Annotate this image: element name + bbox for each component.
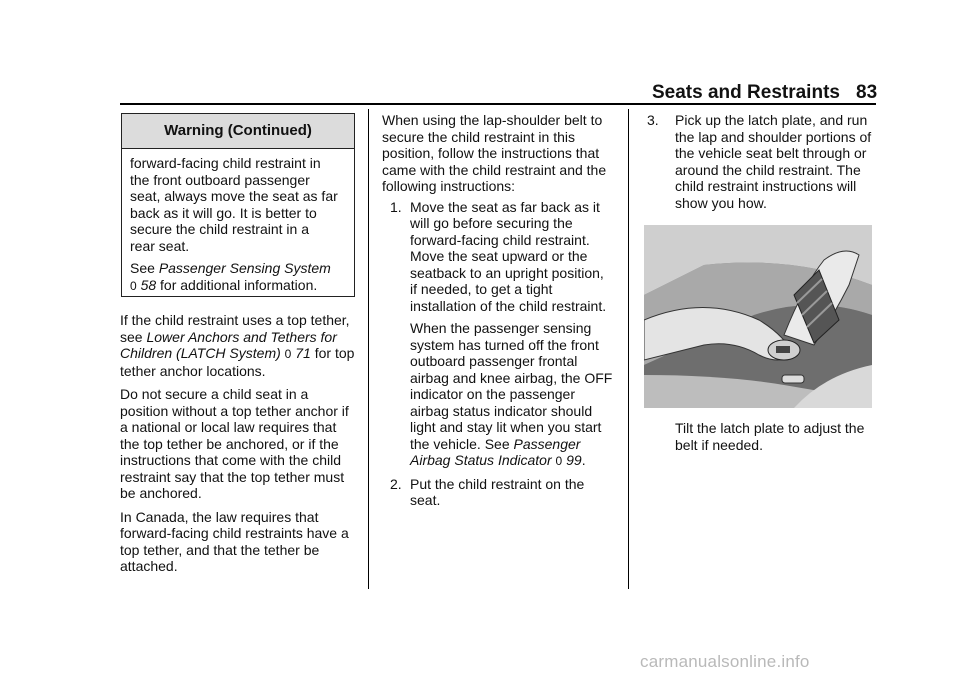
step-3-text: Pick up the latch plate, and run the lap and shoulder portions of the vehicle seat belt through or around the child restraint. The child restraint instructions will show you how. bbox=[675, 112, 872, 211]
step-1-note: When the passenger sensing system has turned off the front outboard passenger frontal airbag and knee airbag, the OFF indicator on the passenger airbag status indicator should light and stay lit when you start the vehicle. See Passenger Airbag Status Indicator 0 99. bbox=[410, 320, 613, 468]
passenger-sensing-link[interactable]: Passenger Sensing System bbox=[158, 260, 331, 276]
latch-link[interactable]: Lower Anchors and Tethers for Children (LATCH System) bbox=[120, 328, 337, 361]
top-tether-paragraph: If the child restraint uses a top tether, see Lower Anchors and Tethers for Children (LATCH System) 0 71 for top tether anchor locations. bbox=[120, 312, 355, 379]
header-rule bbox=[120, 103, 876, 105]
section-title: Seats and Restraints bbox=[652, 82, 840, 103]
page-ref-icon: 0 bbox=[555, 454, 563, 468]
step-2-text: Put the child restraint on the seat. bbox=[410, 475, 585, 508]
lap-shoulder-intro: When using the lap-shoulder belt to secure the child restraint in this position, follow the instructions that came with the child restraint and the following instructions: bbox=[382, 112, 607, 194]
warning-heading: Warning (Continued) bbox=[122, 114, 354, 149]
tether-law-paragraph: Do not secure a child seat in a position without a top tether anchor if a national or local law requires that the top tether be anchored, or if the instructions that come with the child restraint say that the top tether must be anchored. bbox=[120, 386, 349, 501]
column-divider-1 bbox=[368, 109, 369, 589]
page-ref-icon: 0 bbox=[130, 278, 137, 293]
warning-see-reference: See Passenger Sensing System 0 58 for additional information. bbox=[130, 260, 331, 293]
watermark: carmanualsonline.info bbox=[640, 652, 810, 671]
page-ref-71[interactable]: 71 bbox=[295, 345, 311, 361]
step-3 bbox=[645, 112, 875, 211]
illustration-caption: Tilt the latch plate to adjust the belt if needed. bbox=[675, 420, 865, 453]
step-1-text: Move the seat as far back as it will go before securing the forward-facing child restraint. Move the seat upward or the seatback to an upright position, if needed, to get a tight installation of the child restraint. bbox=[410, 198, 607, 314]
page-ref-icon: 0 bbox=[284, 347, 292, 361]
warning-text: forward-facing child restraint in the front outboard passenger seat, always move the seat as far back as it will go. It is better to secure the child restraint in a rear seat. bbox=[130, 155, 338, 254]
airbag-status-link[interactable]: Passenger Airbag Status Indicator bbox=[410, 435, 581, 468]
canada-paragraph: In Canada, the law requires that forward-facing child restraints have a top tether, and that the tether be attached. bbox=[120, 508, 349, 574]
page-number: 83 bbox=[856, 82, 878, 103]
column-divider-2 bbox=[628, 109, 629, 589]
column-1 bbox=[120, 312, 358, 582]
page-ref-58[interactable]: 58 bbox=[140, 276, 157, 293]
page-ref-99[interactable]: 99 bbox=[566, 452, 582, 468]
warning-box bbox=[121, 113, 355, 297]
warning-body bbox=[122, 149, 354, 294]
step-number: 1. bbox=[390, 198, 402, 215]
column-2 bbox=[382, 112, 614, 515]
step-number: 3. bbox=[647, 112, 659, 128]
step-number: 2. bbox=[390, 475, 402, 492]
column-3 bbox=[645, 112, 875, 217]
step-2 bbox=[382, 476, 614, 509]
step-1 bbox=[382, 199, 614, 315]
latch-plate-illustration bbox=[644, 225, 872, 408]
